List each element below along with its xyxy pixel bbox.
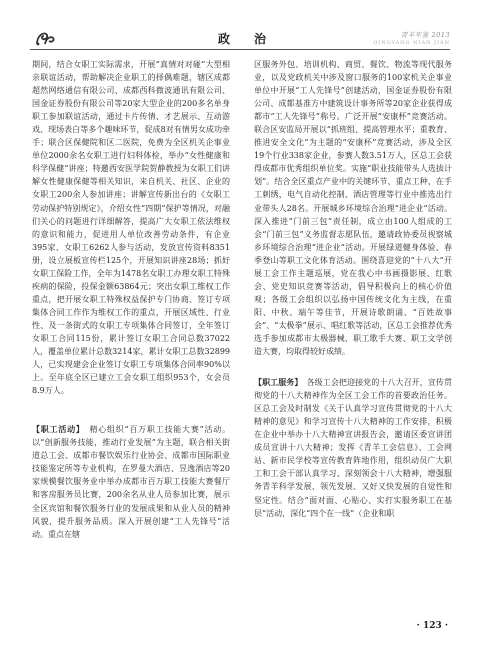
right-column <box>254 58 452 520</box>
header-ornament-icon <box>34 28 56 48</box>
right-section <box>254 376 452 520</box>
section-text-staff-activities: 精心组织“百万职工技能大赛”活动。以“创新服务技能，推动行业发展”为主题，联合相关街道总工会、成都市餐饮娱乐行业协会、成都市国际职业技能鉴定所等专业机构，在罗曼大酒店、昱逸酒店等20家规模餐饮服务业中举办成都市百万职工技能大赛餐厅和客房服务员比赛，200余名从业人员参加比赛，展示全区宾馆和餐饮服务行业的发展成果和从业人员的精神风貌，提升服务品质。深入开展创建“工人先锋号”活动。重点在辖 <box>32 425 231 539</box>
left-section <box>32 423 230 540</box>
section-title: 政 治 <box>218 32 273 46</box>
yearbook-name: 青羊年鉴 2013 <box>400 31 450 39</box>
right-paragraph-1: 区服务外包、培训机构、商贸、餐饮、物流等现代服务业，以及党政机关中涉及窗口服务的100家机关企事业单位中开展“工人先锋号”创建活动，国金证券股份有限公司、成都基准方中建筑设计事务所等20家企业获得成都市“工人先锋号”称号。广泛开展“安康杯”竞赛活动。联合区安监局开展以“抓班组、提高管理水平；重教育、推进安全文化”为主题的“安康杯”竞赛活动，涉及全区19个行业338家企业，参赛人数3.51万人，区总工会获得成都市优秀组织单位奖。实施“职业技能带头人选拔计划”。结合全区重点产业中的关键环节、重点工种，在手工刺绣、电气自动化控制、酒店管理等行业中推选出行业带头人28名。开展城乡环境综合治理“进企业”活动。深入推进“门前三包”责任制，成立由100人组成的工会“门前三包”义务监督志愿队伍，邀请政协委员视察城乡环境综合治理“进企业”活动。开展绿道健身体验、春季登山等职工文化体育活动。围绕喜迎党的“十八大”开展工会工作主题巡展，党在我心中书画摄影展、红歌会、党史知识竞赛等活动，倡导积极向上的核心价值观；各级工会组织以弘扬中国传统文化为主线，在重阳、中秋、端午等佳节，开展诗歌朗诵、“百姓故事会”、“太极拳”展示、唱红歌等活动，区总工会推荐优秀选手参加成都市太极器械、职工歌手大赛、职工文学创造大赛，均取得较好成绩。 <box>254 60 452 357</box>
page-number: · 123 · <box>416 621 448 631</box>
section-text-staff-services: 各级工会把迎接党的十八大召开，宣传贯彻党的十八大精神作为全区工会工作的首要政治任务。区总工会及时制发《关于认真学习宣传贯彻党的十八大精神的意见》和学习宣传十八大精神的工作安排，积极在企业中举办十八大精神宣讲报告会，邀请区委宣讲团成员宣讲十八大精神；发挥《青羊工会信息》、工会网站、新市民学校等宣传教育阵地作用，组织动员广大职工和工会干部认真学习、深刻领会十八大精神，增强服务青羊科学发展、领先发展、又好又快发展的自觉性和坚定性。结合“面对面、心贴心、实打实服务职工在基层”活动，深化“四个在一线”（企业和职 <box>254 378 453 518</box>
yearbook-name-en: QINGYANG NIAN JIAN <box>373 40 450 46</box>
yearbook-mark <box>373 30 450 46</box>
section-heading-staff-activities: 【职工活动】 <box>32 424 81 435</box>
header-divider <box>30 49 450 50</box>
left-column <box>32 58 230 541</box>
left-paragraph-1: 期间，结合女职工实际需求，开展“真情对对碰”大型相亲联谊活动，帮助解决企业职工的择偶难题，辖区成都超然网络通信有限公司、成都西科微波通讯有限公司、国金证券股份有限公司等20家大型企业的200多名单身职工参加联谊活动，通过卡片传情、才艺展示、互动游戏、现场表白等多个趣味环节，促成8对有情男女成功牵手；联合区保健院和区二医院，免费为全区机关企事业单位2000余名女职工进行妇科体检，举办“女性健康和科学保健”讲座；特邀西安医学院贺静教授为女职工们讲解女性健康保健等相关知识，来自机关、社区、企业的女职工200余人参加讲座；讲解宣传新出台的《女职工劳动保护特别规定》，介绍女性“四期”保护等情况，对融们关心的问题进行详细解答，提高广大女职工依法维权的意识和能力，促进用人单位改善劳动条件，有企业395家、女职工6262人参与活动，发放宣传资料8351册，设立展板宣传栏125个，开展知识讲座28场；抓好女职工保险工作，全年为1478名女职工办理女职工特殊疾病的保险，投保金额63864元；突出女职工维权工作重点，把开展女职工特殊权益保护专门协商、签订专项集体合同工作作为维权工作的重点，开展区域性、行业性、及一条街式的女职工专项集体合同签订，全年签订女职工合同115份，累计签订女职工合同总数37022人，覆盖单位累计总数3214家，累计女职工总数32899人，已实现建会企业签订女职工专项集体合同率90%以上。至年底全区已建立工会女职工组织953个，女会员8.9万人。 <box>32 60 230 396</box>
section-heading-staff-services: 【职工服务】 <box>254 377 299 388</box>
